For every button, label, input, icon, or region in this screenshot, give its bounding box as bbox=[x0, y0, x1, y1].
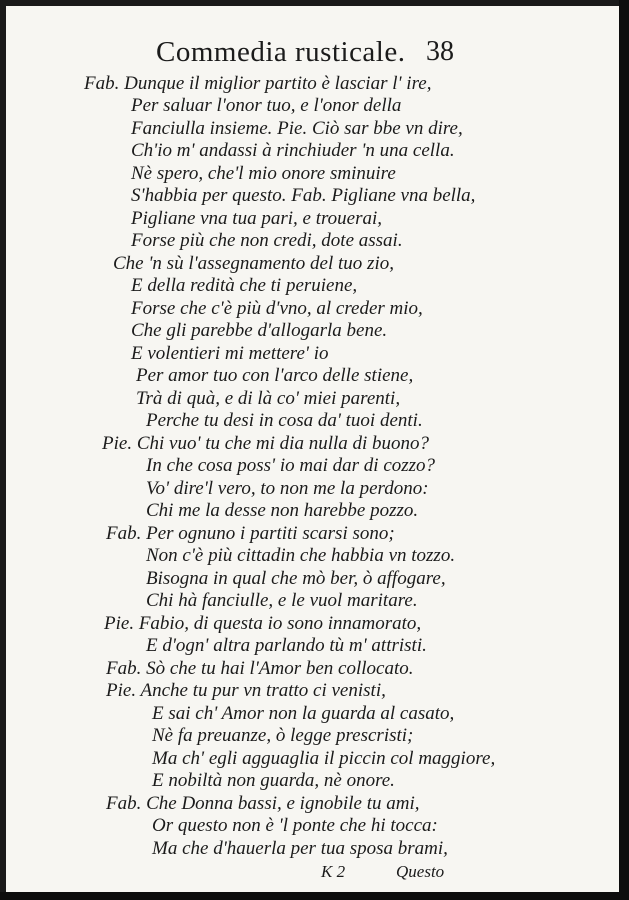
verse-line: Chi me la desse non harebbe pozzo. bbox=[146, 500, 419, 521]
verse-line: In che cosa poss' io mai dar di cozzo? bbox=[146, 455, 436, 476]
verse-line: Pigliane vna tua pari, e trouerai, bbox=[131, 208, 383, 229]
verse-line: Chi hà fanciulle, e le vuol maritare. bbox=[146, 590, 418, 611]
catchword: Questo bbox=[396, 862, 445, 881]
verse-line: Che 'n sù l'assegnamento del tuo zio, bbox=[113, 253, 394, 274]
verse-line: Forse che c'è più d'vno, al creder mio, bbox=[131, 298, 423, 319]
verse-line: Trà di quà, e di là co' miei parenti, bbox=[136, 388, 401, 409]
verse-line: Fab. Per ognuno i partiti scarsi sono; bbox=[106, 523, 395, 544]
scan-border bbox=[0, 892, 629, 900]
verse-line: Forse più che non credi, dote assai. bbox=[131, 230, 403, 251]
page-number: 38 bbox=[426, 36, 454, 67]
verse-line: Fab. Dunque il miglior partito è lasciar l' ire, bbox=[84, 73, 432, 94]
verse-line: Pie. Fabio, di questa io sono innamorato, bbox=[104, 613, 422, 634]
verse-line: E nobiltà non guarda, nè onore. bbox=[152, 770, 395, 791]
verse-line: Nè spero, che'l mio onore sminuire bbox=[131, 163, 396, 184]
running-header: Commedia rusticale. bbox=[156, 36, 406, 68]
verse-line: Perche tu desi in cosa da' tuoi denti. bbox=[146, 410, 423, 431]
scan-border bbox=[619, 0, 629, 900]
verse-line: E sai ch' Amor non la guarda al casato, bbox=[152, 703, 455, 724]
verse-line: Per amor tuo con l'arco delle stiene, bbox=[136, 365, 414, 386]
verse-line: Pie. Chi vuo' tu che mi dia nulla di buono? bbox=[102, 433, 430, 454]
verse-line: Nè fa preuanze, ò legge prescristi; bbox=[152, 725, 414, 746]
verse-line: Bisogna in qual che mò ber, ò affogare, bbox=[146, 568, 446, 589]
verse-line: Ch'io m' andassi à rinchiuder 'n una cella. bbox=[131, 140, 455, 161]
verse-line: Ma che d'hauerla per tua sposa brami, bbox=[152, 838, 448, 859]
verse-line: S'habbia per questo. Fab. Pigliane vna bella, bbox=[131, 185, 476, 206]
verse-line: Fab. Che Donna bassi, e ignobile tu ami, bbox=[106, 793, 420, 814]
verse-line: E volentieri mi mettere' io bbox=[131, 343, 329, 364]
verse-line: Or questo non è 'l ponte che hi tocca: bbox=[152, 815, 438, 836]
verse-line: E della redità che ti peruiene, bbox=[131, 275, 358, 296]
verse-line: Ma ch' egli agguaglia il piccin col maggiore, bbox=[152, 748, 496, 769]
signature-mark: K 2 bbox=[321, 862, 346, 881]
verse-line: E d'ogn' altra parlando tù m' attristi. bbox=[146, 635, 427, 656]
verse-line: Fanciulla insieme. Pie. Ciò sar bbe vn dire, bbox=[131, 118, 463, 139]
verse-line: Per saluar l'onor tuo, e l'onor della bbox=[131, 95, 402, 116]
verse-line: Non c'è più cittadin che habbia vn tozzo. bbox=[146, 545, 456, 566]
verse-line: Vo' dire'l vero, to non me la perdono: bbox=[146, 478, 429, 499]
verse-line: Che gli parebbe d'allogarla bene. bbox=[131, 320, 388, 341]
book-page bbox=[6, 6, 623, 896]
verse-line: Fab. Sò che tu hai l'Amor ben collocato. bbox=[106, 658, 414, 679]
verse-line: Pie. Anche tu pur vn tratto ci venisti, bbox=[106, 680, 386, 701]
